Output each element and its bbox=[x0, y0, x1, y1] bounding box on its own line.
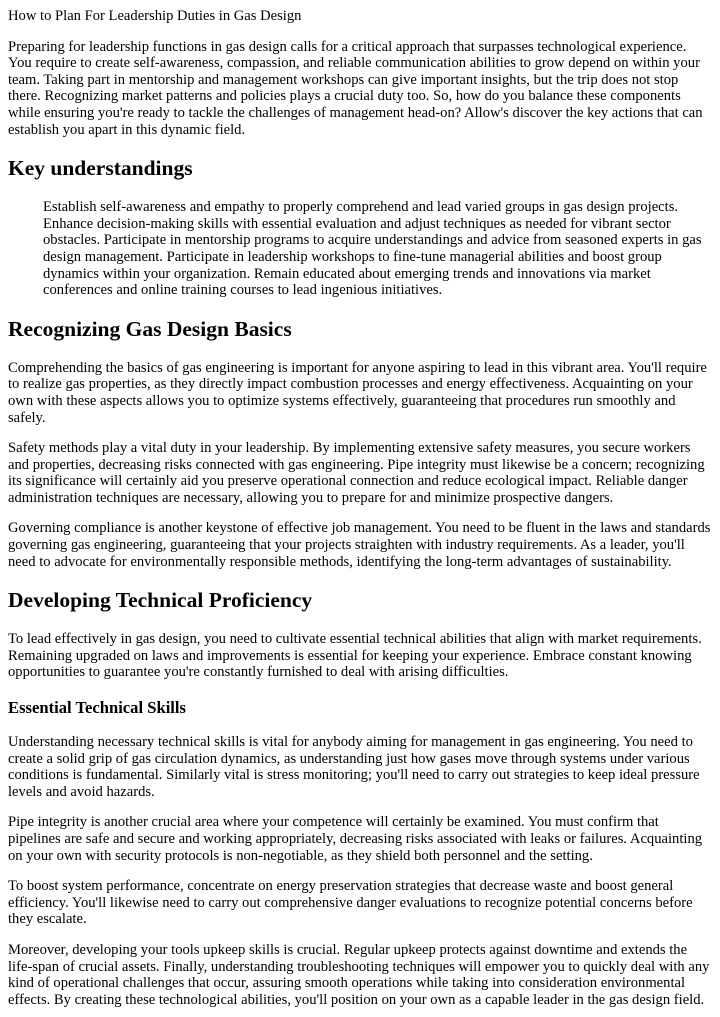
proficiency-paragraph: To lead effectively in gas design, you need to cultivate essential technical abilities that align with market requirements. Remaining upgraded on laws and improvements is essential for keeping your experience. Embrace constant knowing opportunities to guarantee you're constantly furnished to deal with arising difficulties. bbox=[8, 631, 702, 681]
basics-paragraph: Safety methods play a vital duty in your leadership. By implementing extensive safety measures, you secure workers and properties, decreasing risks connected with gas engineering. Pipe integrity must likewise be a concern; recognizing its significance will certainly aid you preserve operational connection and reduce ecological impact. Reliable danger administration techniques are necessary, allowing you to prepare for and minimize prospective dangers. bbox=[8, 440, 705, 506]
technical-skills-paragraph: Moreover, developing your tools upkeep skills is crucial. Regular upkeep protects against downtime and extends the life-span of crucial assets. Finally, understanding troubleshooting techniques will empower you to quickly deal with any kind of operational challenges that occur, assuring smooth operations while taking into consideration environmental effects. By creating these technological abilities, you'll position on your own as a capable leader in the gas design field. bbox=[8, 941, 710, 1008]
section-heading-basics: Recognizing Gas Design Basics bbox=[8, 316, 292, 341]
basics-paragraph: Comprehending the basics of gas engineering is important for anyone aspiring to lead in this vibrant area. You'll require to realize gas properties, as they directly impact combustion processes and energy effectiveness. Acquainting on your own with these aspects allows you to optimize systems effectively, guaranteeing that procedures run smoothly and safely. bbox=[8, 359, 707, 426]
intro-paragraph: Preparing for leadership functions in gas design calls for a critical approach that surpasses technological experience. You require to create self-awareness, compassion, and reliable communication abilities to grow depend on within your team. Taking part in mentorship and management workshops can give important insights, but the trip does not stop there. Recognizing market patterns and policies plays a crucial duty too. So, how do you balance these components while ensuring you're ready to tackle the challenges of management head-on? Allow's discover the key actions that can establish you apart in this dynamic field. bbox=[8, 38, 703, 138]
document-title: How to Plan For Leadership Duties in Gas Design bbox=[8, 8, 302, 24]
technical-skills-paragraph: Pipe integrity is another crucial area where your competence will certainly be examined. You must confirm that pipelines are safe and secure and working appropriately, decreasing risks associated with leaks or failures. Acquainting on your own with security protocols is non-negotiable, as they shield both personnel and the setting. bbox=[8, 814, 703, 864]
key-understandings-quote: Establish self-awareness and empathy to properly comprehend and lead varied groups in gas design projects. Enhance decision-making skills with essential evaluation and adjust techniques as needed for vibrant sector obstacles. Participate in mentorship programs to acquire understandings and advice from seasoned experts in gas design management. Participate in leadership workshops to fine-tune managerial abilities and boost group dynamics within your organization. Remain educated about emerging trends and innovations via market conferences and online training courses to lead ingenious initiatives. bbox=[43, 199, 702, 299]
section-heading-proficiency: Developing Technical Proficiency bbox=[8, 588, 313, 613]
basics-paragraph: Governing compliance is another keystone of effective job management. You need to be fluent in the laws and standards governing gas engineering, guaranteeing that your projects straighten with industry requirements. As a leader, you'll need to advocate for environmentally responsible methods, identifying the long-term advantages of sustainability. bbox=[8, 520, 711, 570]
technical-skills-paragraph: To boost system performance, concentrate on energy preservation strategies that decrease waste and boost general efficiency. You'll likewise need to carry out comprehensive danger evaluations to recognize potential concerns before they escalate. bbox=[8, 878, 693, 928]
subsection-heading-technical-skills: Essential Technical Skills bbox=[8, 698, 186, 718]
section-heading-key-understandings: Key understandings bbox=[8, 156, 193, 181]
technical-skills-paragraph: Understanding necessary technical skills is vital for anybody aiming for management in gas engineering. You need to create a solid grip of gas circulation dynamics, as understanding just how gases move through systems under various conditions is fundamental. Similarly vital is stress monitoring; you'll need to carry out strategies to keep ideal pressure levels and avoid hazards. bbox=[8, 734, 700, 800]
